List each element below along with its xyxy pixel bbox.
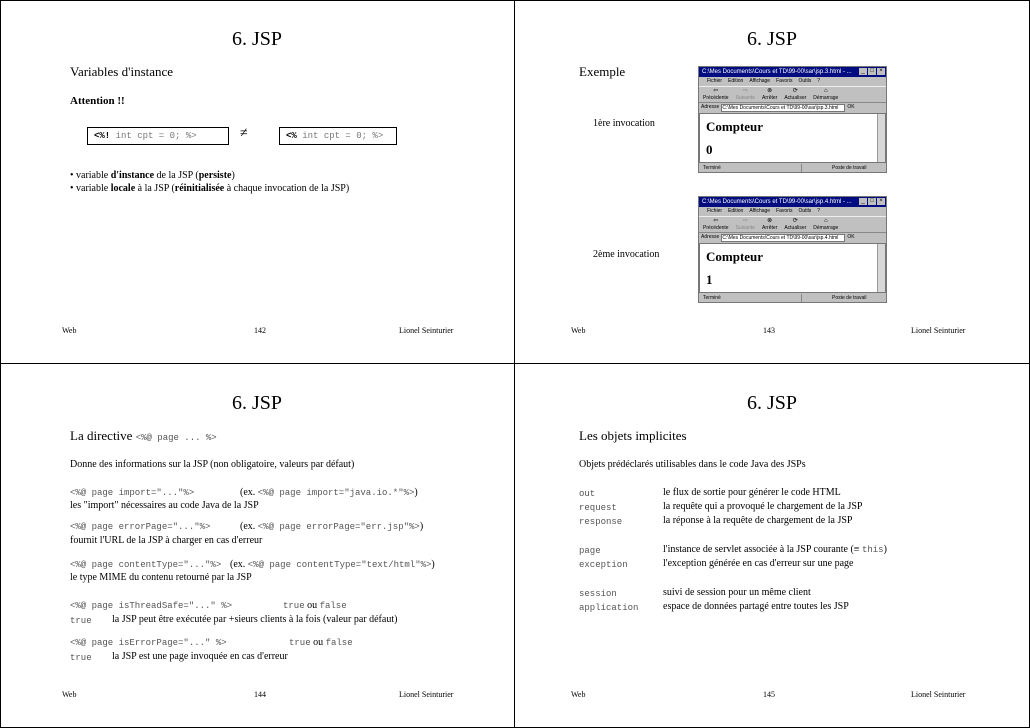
contenttype-example: (ex. <%@ page contentType="text/html"%>) <box>230 559 435 570</box>
import-description: les "import" nécessaires au code Java de la JSP <box>70 500 259 511</box>
errorpage-example: (ex. <%@ page errorPage="err.jsp"%>) <box>240 521 424 532</box>
footer-left: Web <box>62 326 77 335</box>
menu-affichage[interactable]: Affichage <box>749 78 771 84</box>
bullet-instance: • variable d'instance de la JSP (persiste) <box>70 170 235 181</box>
menu-edition[interactable]: Edition <box>728 208 744 214</box>
object-name-session: session <box>579 589 617 599</box>
object-name-out: out <box>579 489 596 499</box>
threadsafe-description: la JSP peut être exécutée par +sieurs clients à la fois (valeur par défaut) <box>112 614 398 625</box>
errorpage-flag-default: true <box>70 653 92 663</box>
menu-affichage[interactable]: Affichage <box>749 208 771 214</box>
menu-fichier[interactable]: Fichier <box>707 208 723 214</box>
go-button[interactable]: OK <box>847 234 855 240</box>
footer-author: Lionel Seinturier <box>911 326 966 335</box>
errorpage-flag-description: la JSP est une page invoquée en cas d'erreur <box>112 651 288 662</box>
menu-outils[interactable]: Outils <box>798 208 812 214</box>
refresh-icon: ⟳ <box>792 218 798 224</box>
minimize-button[interactable]: _ <box>859 68 867 75</box>
refresh-icon: ⟳ <box>792 88 798 94</box>
object-name-exception: exception <box>579 560 628 570</box>
status-text: Terminé <box>699 164 802 172</box>
footer-author: Lionel Seinturier <box>399 690 454 699</box>
slide-heading: Les objets implicites <box>579 428 687 443</box>
back-button[interactable]: ⇦ Précédente <box>703 218 729 231</box>
back-arrow-icon: ⇦ <box>713 218 719 224</box>
code-local-declaration: <% int cpt = 0; %> <box>279 127 397 145</box>
scrollbar[interactable] <box>877 114 885 162</box>
object-desc-application: espace de données partagé entre toutes les JSP <box>663 601 849 612</box>
object-name-request: request <box>579 503 617 513</box>
object-desc-session: suivi de session pour un même client <box>663 587 811 598</box>
object-desc-exception: l'exception générée en cas d'erreur sur une page <box>663 558 854 569</box>
object-desc-page: l'instance de servlet associée à la JSP courante (≡ this) <box>663 544 887 555</box>
page-number: 143 <box>763 326 775 335</box>
slide-143 <box>515 0 1029 363</box>
slide-144 <box>0 364 514 727</box>
menu-fichier[interactable]: Fichier <box>707 78 723 84</box>
slide-title: 6. JSP <box>231 392 283 414</box>
zone-text: Poste de travail <box>832 165 867 171</box>
footer-left: Web <box>571 326 586 335</box>
content-heading: Compteur <box>706 119 764 134</box>
footer-left: Web <box>62 690 77 699</box>
page-content <box>699 113 886 163</box>
object-name-response: response <box>579 517 623 527</box>
errorpage-flag-values: true ou false <box>289 637 353 648</box>
slide-heading: Exemple <box>579 64 626 79</box>
stop-icon: ⊗ <box>767 88 773 94</box>
slide-title: 6. JSP <box>746 28 798 50</box>
threadsafe-default: true <box>70 616 92 626</box>
maximize-button[interactable]: □ <box>868 198 876 205</box>
object-desc-out: le flux de sortie pour générer le code HTML <box>663 487 841 498</box>
status-bar <box>699 294 886 302</box>
refresh-button[interactable]: ⟳ Actualiser <box>784 218 807 231</box>
forward-arrow-icon: ⇨ <box>742 218 748 224</box>
counter-value: 0 <box>706 142 713 157</box>
back-button[interactable]: ⇦ Précédente <box>703 88 729 101</box>
slide-142 <box>0 0 514 363</box>
status-text: Terminé <box>699 294 802 302</box>
slide-heading: La directive <%@ page ... %> <box>70 428 217 443</box>
intro-text: Objets prédéclarés utilisables dans le code Java des JSPs <box>579 459 806 470</box>
address-label: Adresse <box>701 234 720 240</box>
slide-heading: Variables d'instance <box>70 64 174 79</box>
maximize-button[interactable]: □ <box>868 68 876 75</box>
footer-left: Web <box>571 690 586 699</box>
first-invocation-label: 1ère invocation <box>593 118 655 129</box>
second-invocation-label: 2ème invocation <box>593 249 660 260</box>
object-desc-request: la requête qui a provoqué le chargement de la JSP <box>663 501 863 512</box>
browser-window-2 <box>698 196 887 303</box>
page-number: 144 <box>254 690 266 699</box>
threadsafe-values: true ou false <box>283 600 347 611</box>
menu-favoris[interactable]: Favoris <box>776 78 793 84</box>
footer-author: Lionel Seinturier <box>399 326 454 335</box>
page-number: 142 <box>254 326 266 335</box>
not-equal-sign: ≠ <box>240 126 248 141</box>
object-name-application: application <box>579 603 639 613</box>
errorpage-flag-directive-code: <%@ page isErrorPage="..." %> <box>70 638 227 648</box>
object-desc-response: la réponse à la requête de chargement de la JSP <box>663 515 853 526</box>
address-label: Adresse <box>701 104 720 110</box>
forward-arrow-icon: ⇨ <box>742 88 748 94</box>
window-title-bar: C:\Mes Documents\Cours et TD\99-00\sar\jsp.3.html - ... _ □ × <box>699 67 886 77</box>
contenttype-directive-code: <%@ page contentType="..."%> <box>70 560 222 570</box>
zone-text: Poste de travail <box>832 295 867 301</box>
close-button[interactable]: × <box>877 68 885 75</box>
close-button[interactable]: × <box>877 198 885 205</box>
counter-value: 1 <box>706 272 713 287</box>
menu-outils[interactable]: Outils <box>798 78 812 84</box>
slide-145 <box>515 364 1029 727</box>
attention-text: Attention !! <box>70 95 125 107</box>
home-icon: ⌂ <box>823 218 828 224</box>
window-title-bar: C:\Mes Documents\Cours et TD\99-00\sar\jsp.4.html - ... _ □ × <box>699 197 886 207</box>
forward-button[interactable]: ⇨ Suivante <box>735 218 756 231</box>
stop-button[interactable]: ⊗ Arrêter <box>762 88 778 101</box>
status-bar <box>699 164 886 172</box>
toolbar <box>699 86 886 103</box>
page-content <box>699 243 886 293</box>
back-arrow-icon: ⇦ <box>713 88 719 94</box>
address-bar <box>699 233 886 242</box>
menu-bar <box>699 207 886 216</box>
go-button[interactable]: OK <box>847 104 855 110</box>
slide-title: 6. JSP <box>746 392 798 414</box>
errorpage-directive-code: <%@ page errorPage="..."%> <box>70 522 211 532</box>
slide-title: 6. JSP <box>231 28 283 50</box>
scrollbar[interactable] <box>877 244 885 292</box>
errorpage-description: fournit l'URL de la JSP à charger en cas d'erreur <box>70 535 263 546</box>
home-button[interactable]: ⌂ Démarrage <box>813 218 839 231</box>
browser-window-1 <box>698 66 887 173</box>
refresh-button[interactable]: ⟳ Actualiser <box>784 88 807 101</box>
import-example: (ex. <%@ page import="java.io.*"%>) <box>240 487 418 498</box>
stop-icon: ⊗ <box>767 218 773 224</box>
bullet-local: • variable locale à la JSP (réinitialisée à chaque invocation de la JSP) <box>70 183 350 194</box>
forward-button[interactable]: ⇨ Suivante <box>735 88 756 101</box>
address-input[interactable]: C:\Mes Documents\Cours et TD\99-00\sar\jsp.3.html <box>721 104 845 112</box>
home-button[interactable]: ⌂ Démarrage <box>813 88 839 101</box>
contenttype-description: le type MIME du contenu retourné par la JSP <box>70 572 252 583</box>
menu-favoris[interactable]: Favoris <box>776 208 793 214</box>
stop-button[interactable]: ⊗ Arrêter <box>762 218 778 231</box>
menu-help[interactable]: ? <box>817 78 821 84</box>
menu-bar <box>699 77 886 86</box>
address-input[interactable]: C:\Mes Documents\Cours et TD\99-00\sar\jsp.4.html <box>721 234 845 242</box>
toolbar <box>699 216 886 233</box>
code-instance-declaration: <%! int cpt = 0; %> <box>87 127 229 145</box>
footer-author: Lionel Seinturier <box>911 690 966 699</box>
address-bar <box>699 103 886 112</box>
intro-text: Donne des informations sur la JSP (non obligatoire, valeurs par défaut) <box>70 459 355 470</box>
menu-edition[interactable]: Edition <box>728 78 744 84</box>
minimize-button[interactable]: _ <box>859 198 867 205</box>
import-directive-code: <%@ page import="..."%> <box>70 488 195 498</box>
threadsafe-directive-code: <%@ page isThreadSafe="..." %> <box>70 601 233 611</box>
menu-help[interactable]: ? <box>817 208 821 214</box>
page-number: 145 <box>763 690 775 699</box>
content-heading: Compteur <box>706 249 764 264</box>
home-icon: ⌂ <box>823 88 828 94</box>
object-name-page: page <box>579 546 601 556</box>
